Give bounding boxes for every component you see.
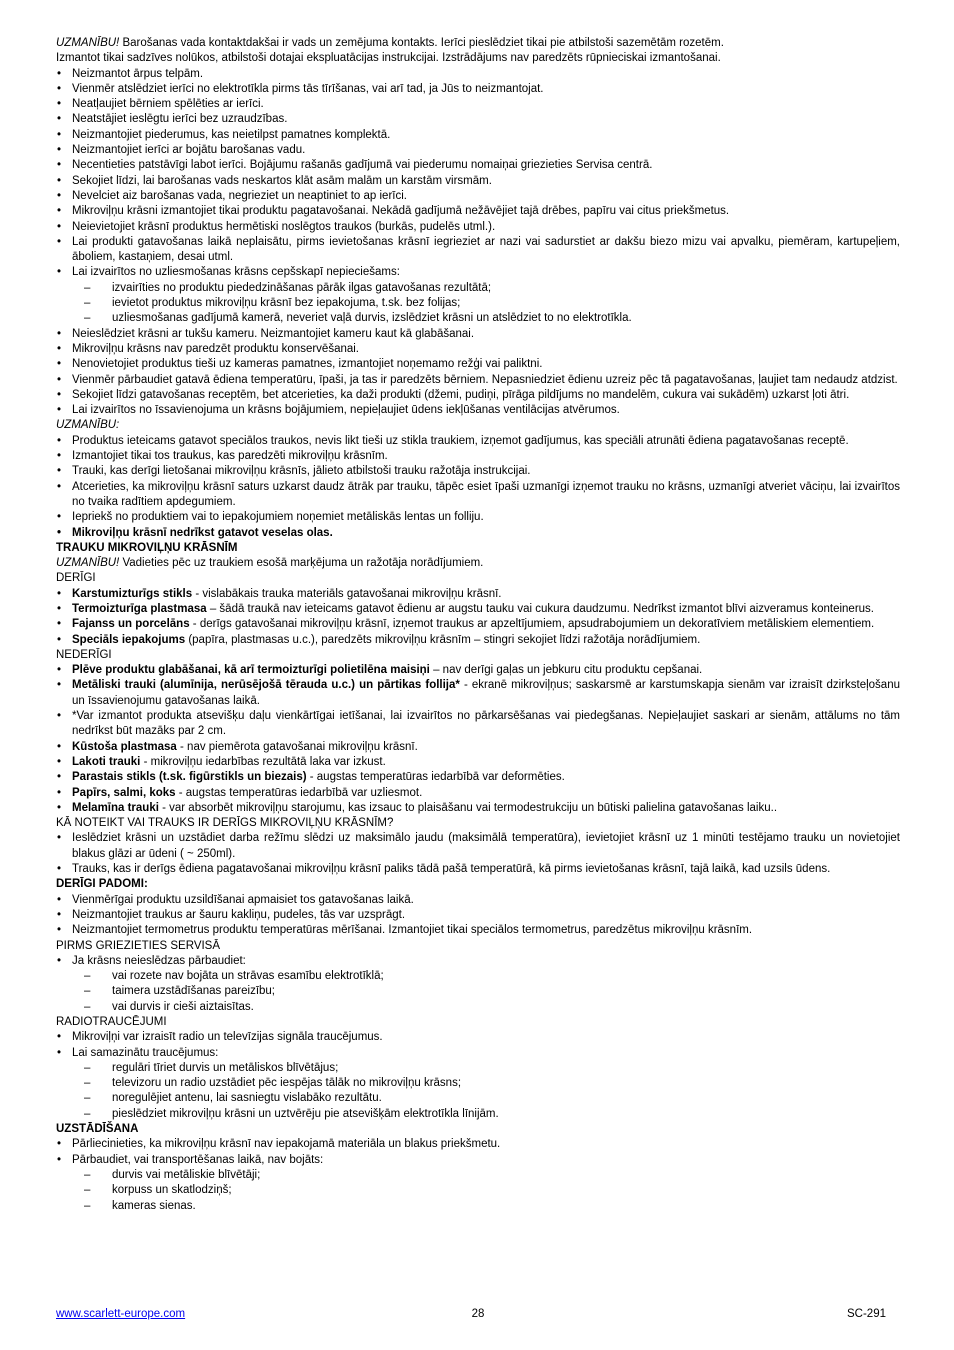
sublist-item: – regulāri tīriet durvis un metāliskos blīvētājus; (56, 1061, 900, 1076)
page-footer (56, 1307, 900, 1323)
list-item: • Mikroviļņi var izraisīt radio un televīzijas signāla traucējumus. (56, 1030, 900, 1045)
fire-prevention-sublist (56, 281, 900, 327)
sublist-item: – uzliesmošanas gadījumā kamerā, neveriet vaļā durvis, izslēdziet krāsni un atslēdziet to no elektrotīkla. (56, 311, 900, 326)
interference-list (56, 1030, 900, 1061)
sublist-item: – noregulējiet antenu, lai sasniegtu vislabāko rezultātu. (56, 1091, 900, 1106)
cookware-note: UZMANĪBU! Vadieties pēc uz traukiem esošā marķējuma un ražotāja norādījumiem. (56, 557, 484, 570)
page-number: 28 (471, 1308, 485, 1320)
list-item: • Termoizturīga plastmasa – šādā traukā nav ieteicams gatavot ēdienu ar augstu tauku vai cukura daudzumu. Nedrīkst izmantot blīvi aizveramus konteinerus. (56, 602, 900, 617)
list-item: • Neizmantojiet ierīci ar bojātu barošanas vadu. (56, 143, 900, 158)
installation-list (56, 1137, 900, 1168)
list-item: • Mikroviļņu krāsns nav paredzēt produktu konservēšanai. (56, 342, 900, 357)
section-heading-installation: UZSTĀDĪŠANA (56, 1123, 139, 1136)
list-item-bold: • Mikroviļņu krāsnī nedrīkst gatavot veselas olas. (56, 526, 900, 541)
sublist-item: – pieslēdziet mikroviļņu krāsni un uztvērēju pie atsevišķām elektrotīkla līnijām. (56, 1107, 900, 1122)
list-item: • Mikroviļņu krāsni izmantojiet tikai produktu pagatavošanai. Nekādā gadījumā nežāvējiet tajā drēbes, papīru vai citus priekšmetus. (56, 204, 900, 219)
list-item: • Iepriekš no produktiem vai to iepakojumiem noņemiet metāliskās lentas un folliju. (56, 510, 900, 525)
service-list (56, 954, 900, 969)
sublist-item: – korpuss un skatlodziņš; (56, 1183, 900, 1198)
model-number: SC-291 (847, 1308, 886, 1320)
usage-paragraph: Izmantot tikai sadzīves nolūkos, atbilstoši dotajai ekspluatācijas instrukcijai. Izstrādājums nav paredzēts rūpnieciskai izmantošanai. (56, 52, 721, 65)
list-item: • Neieslēdziet krāsni ar tukšu kameru. Neizmantojiet kameru kaut kā glabāšanai. (56, 327, 900, 342)
section-heading-cookware: TRAUKU MIKROVIĻŅU KRĀSNĪM (56, 541, 238, 554)
warning-paragraph: UZMANĪBU! Barošanas vada kontaktdakšai ir vads un zemējuma kontakts. Ierīci pieslēdziet tikai pie atbilstoši sazemētām rozetēm. (56, 37, 724, 49)
list-item: • Vienmērīgai produktu uzsildīšanai apmaisiet tos gatavošanas laikā. (56, 893, 900, 908)
section-heading-test: KĀ NOTEIKT VAI TRAUKS IR DERĪGS MIKROVIĻŅU KRĀSNĪM? (56, 817, 394, 830)
list-item: • Lai produkti gatavošanas laikā neplaisātu, pirms ievietošanas krāsnī iegrieziet ar nazi vai sadurstiet ar dakšu biezo mizu vai apvalku, piemēram, kartupeļiem, āboliem, kastaņiem, desai utml. (56, 235, 900, 266)
section-heading-service: PIRMS GRIEZIETIES SERVISĀ (56, 939, 221, 952)
section-heading-tips: DERĪGI PADOMI: (56, 878, 148, 891)
website-link[interactable]: www.scarlett-europe.com (56, 1308, 186, 1320)
list-item: • Izmantojiet tikai tos traukus, kas paredzēti mikroviļņu krāsnīm. (56, 449, 900, 464)
unsuitable-list (56, 663, 900, 816)
safety-list (56, 67, 900, 281)
list-item: • Trauki, kas derīgi lietošanai mikroviļņu krāsnīs, jālieto atbilstoši trauku ražotāja instrukcijai. (56, 464, 900, 479)
list-item: • Lakoti trauki - mikroviļņu iedarbības rezultātā laka var izkust. (56, 755, 900, 770)
list-item: • Atcerieties, ka mikroviļņu krāsnī saturs uzkarst daudz ātrāk par trauku, tāpēc esiet īpaši uzmanīgi izņemot trauku no krāsns, uzmanīgi atveriet vāciņu, lai izvairītos no tvaika radītiem apdegumiem. (56, 480, 900, 511)
sublist-item: – ievietot produktus mikroviļņu krāsnī bez iepakojuma, t.sk. bez folijas; (56, 296, 900, 311)
list-item: • Parastais stikls (t.sk. figūrstikls un biezais) - augstas temperatūras iedarbībā var deformēties. (56, 770, 900, 785)
sublist-item: – durvis vai metāliskie blīvētāji; (56, 1168, 900, 1183)
list-item: • Nevelciet aiz barošanas vada, negrieziet un neaptiniet to ap ierīci. (56, 189, 900, 204)
list-item: • Plēve produktu glabāšanai, kā arī termoizturīgi polietilēna maisiņi – nav derīgi gaļas un jebkuru citu produktu cepšanai. (56, 663, 900, 678)
test-list (56, 831, 900, 877)
list-item: • Neievietojiet krāsnī produktus hermētiski noslēgtos traukos (burkās, pudelēs utml.). (56, 220, 900, 235)
list-item: • Lai samazinātu traucējumus: (56, 1046, 900, 1061)
interference-sublist (56, 1061, 900, 1122)
sublist-item: – taimera uzstādīšanas pareizību; (56, 984, 900, 999)
list-item: • Neizmantojiet piederumus, kas neietilpst pamatnes komplektā. (56, 128, 900, 143)
list-item: • Produktus ieteicams gatavot speciālos traukos, nevis likt tieši uz stikla traukiem, izņemot gadījumus, kas speciāli atrunāti ēdiena pagatavošanas receptē. (56, 434, 900, 449)
list-item: • *Var izmantot produkta atsevišķu daļu vienkārtīgai ietīšanai, lai izvairītos no pārkarsēšanas vai piedegšanas. Nepieļaujiet saskari ar sienām, attālums no tām nedrīkst būt mazāks par 2 cm. (56, 709, 900, 740)
list-item: • Pārbaudiet, vai transportēšanas laikā, nav bojāts: (56, 1153, 900, 1168)
suitable-label: DERĪGI (56, 572, 96, 585)
caution-list (56, 434, 900, 541)
list-item: • Papīrs, salmi, koks - augstas temperatūras iedarbībā var uzliesmot. (56, 786, 900, 801)
list-item: • Ieslēdziet krāsni un uzstādiet darba režīmu slēdzi uz maksimālo jaudu (maksimālā temperatūra), ievietojiet krāsnī uz 1 minūti testējamo trauku un novietojiet blakus glāzi ar ūdeni ( ~ 250ml). (56, 831, 900, 862)
list-item: • Speciāls iepakojums (papīra, plastmasas u.c.), paredzēts mikroviļņu krāsnīm – stingri sekojiet līdzi ražotāja norādījumiem. (56, 633, 900, 648)
sublist-item: – vai durvis ir cieši aiztaisītas. (56, 1000, 900, 1015)
usage-list (56, 327, 900, 419)
tips-list (56, 893, 900, 939)
list-item: • Metāliski trauki (alumīnija, nerūsējošā tērauda u.c.) un pārtikas follija* - ekranē mikroviļņus; saskarsmē ar karstumskapja sienām var izraisīt dzirksteļošanu un īssavienojumu gatavošanas laikā. (56, 678, 900, 709)
caution-label: UZMANĪBU: (56, 419, 120, 432)
list-item: • Necentieties patstāvīgi labot ierīci. Bojājumu rašanās gadījumā vai piederumu nomaiņai griezieties Servisa centrā. (56, 158, 900, 173)
sublist-item: – televizoru un radio uzstādiet pēc iespējas tālāk no mikroviļņu krāsns; (56, 1076, 900, 1091)
list-item: • Lai izvairītos no uzliesmošanas krāsns cepšskapī nepieciešams: (56, 265, 900, 280)
list-item: • Neizmantojiet termometrus produktu temperatūras mērīšanai. Izmantojiet tikai speciālos termometrus, paredzētus mikroviļņu krāsnīm. (56, 923, 900, 938)
list-item: • Sekojiet līdzi gatavošanas receptēm, bet atcerieties, ka daži produkti (džemi, pudiņi, pīrāga pildījums no mandelēm, cukura vai sukādēm) uzkarst ļoti ātri. (56, 388, 900, 403)
list-item: • Nenovietojiet produktus tieši uz kameras pamatnes, izmantojiet noņemamo režģi vai paliktni. (56, 357, 900, 372)
list-item: • Karstumizturīgs stikls - vislabākais trauka materiāls gatavošanai mikroviļņu krāsnī. (56, 587, 900, 602)
list-item: • Kūstoša plastmasa - nav piemērota gatavošanai mikroviļņu krāsnī. (56, 740, 900, 755)
list-item: • Ja krāsns neieslēdzas pārbaudiet: (56, 954, 900, 969)
list-item: • Neizmantojiet traukus ar šauru kakliņu, pudeles, tās var uzsprāgt. (56, 908, 900, 923)
sublist-item: – izvairīties no produktu piededzināšanas pārāk ilgas gatavošanas rezultātā; (56, 281, 900, 296)
list-item: • Neatļaujiet bērniem spēlēties ar ierīci. (56, 97, 900, 112)
list-item: • Pārliecinieties, ka mikroviļņu krāsnī nav iepakojamā materiāla un blakus priekšmetu. (56, 1137, 900, 1152)
list-item: • Neatstājiet ieslēgtu ierīci bez uzraudzības. (56, 112, 900, 127)
service-sublist (56, 969, 900, 1015)
unsuitable-label: NEDERĪGI (56, 648, 112, 661)
list-item: • Fajanss un porcelāns - derīgs gatavošanai mikroviļņu krāsnī, izņemot traukus ar apzeltījumiem, apsudrabojumiem un dekoratīviem metāliskiem elementiem. (56, 617, 900, 632)
list-item: • Neizmantot ārpus telpām. (56, 67, 900, 82)
sublist-item: – kameras sienas. (56, 1199, 900, 1214)
document-body (56, 36, 900, 1214)
suitable-list (56, 587, 900, 648)
list-item: • Lai izvairītos no īssavienojuma un krāsns bojājumiem, nepieļaujiet ūdens iekļūšanas ventilācijas atvērumos. (56, 403, 900, 418)
list-item: • Trauks, kas ir derīgs ēdiena pagatavošanai mikroviļņu krāsnī paliks tādā pašā temperatūrā, kā pirms ievietošanas krāsnī, tajā laikā, kad uzsils ūdens. (56, 862, 900, 877)
section-heading-interference: RADIOTRAUCĒJUMI (56, 1016, 167, 1028)
list-item: • Vienmēr pārbaudiet gatavā ēdiena temperatūru, īpaši, ja tas ir paredzēts bērniem. Nepasniedziet ēdienu uzreiz pēc tā pagatavošanas, ļaujiet tam nedaudz atdzist. (56, 373, 900, 388)
sublist-item: – vai rozete nav bojāta un strāvas esamību elektrotīklā; (56, 969, 900, 984)
installation-sublist (56, 1168, 900, 1214)
list-item: • Sekojiet līdzi, lai barošanas vads neskartos klāt asām malām un karstām virsmām. (56, 174, 900, 189)
list-item: • Vienmēr atslēdziet ierīci no elektrotīkla pirms tās tīrīšanas, vai arī tad, ja Jūs to neizmantojat. (56, 82, 900, 97)
list-item: • Melamīna trauki - var absorbēt mikroviļņu starojumu, kas izsauc to plaisāšanu vai termodestrukciju un būtiski palielina gatavošanas laiku.. (56, 801, 900, 816)
